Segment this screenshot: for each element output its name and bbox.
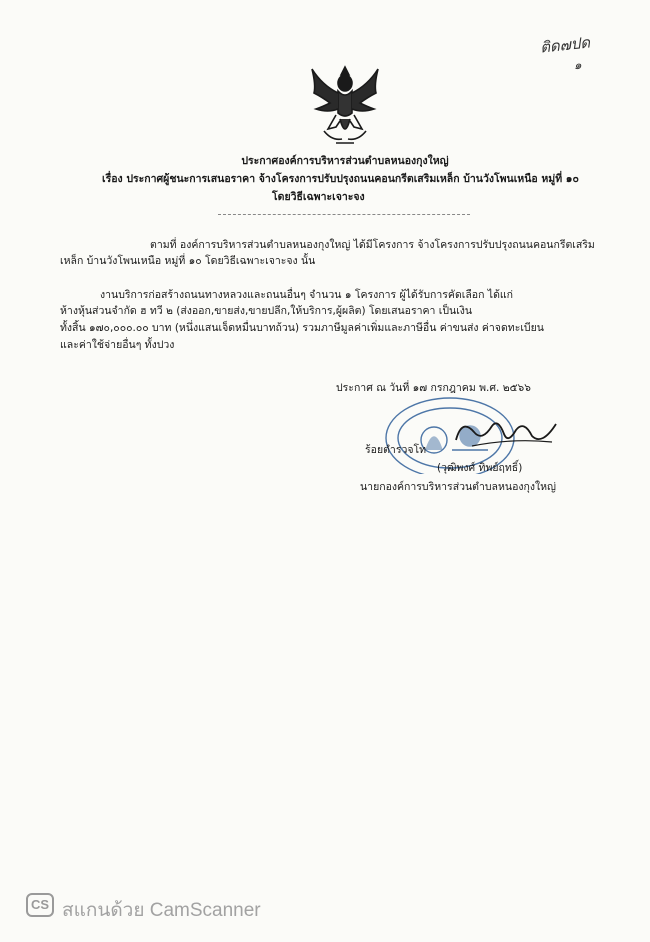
handwritten-note-line1: ติด๗ปด: [539, 33, 591, 57]
camscanner-watermark: สแกนด้วย CamScanner: [62, 900, 261, 921]
paragraph2-line2: ห้างหุ้นส่วนจำกัด ฮ ทวี ๒ (ส่งออก,ขายส่ง,ขายปลีก,ให้บริการ,ผู้ผลิต) โดยเสนอราคา เป็นเงิน: [60, 305, 473, 317]
paragraph1-line1: ตามที่ องค์การบริหารส่วนตำบลหนองกุงใหญ่ ได้มีโครงการ จ้างโครงการปรับปรุงถนนคอนกรีตเสริม: [150, 239, 595, 251]
document-subject-line2: โดยวิธีเฉพาะเจาะจง: [272, 191, 365, 203]
signatory-name: (วุฒิพงศ์ ทิพย์ฤทธิ์): [437, 462, 523, 474]
signatory-position: นายกองค์การบริหารส่วนตำบลหนองกุงใหญ่: [360, 481, 557, 493]
garuda-emblem-icon: [306, 63, 384, 149]
paragraph1-line2: เหล็ก บ้านวังโพนเหนือ หมู่ที่ ๑๐ โดยวิธีเฉพาะเจาะจง นั้น: [60, 255, 316, 267]
announcement-date: ประกาศ ณ วันที่ ๑๗ กรกฎาคม พ.ศ. ๒๕๖๖: [336, 382, 531, 394]
document-subject-line1: เรื่อง ประกาศผู้ชนะการเสนอราคา จ้างโครงการปรับปรุงถนนคอนกรีตเสริมเหล็ก บ้านวังโพนเหนือ หมู่ที่ ๑๐: [102, 173, 579, 185]
paragraph2-line1: งานบริการก่อสร้างถนนทางหลวงและถนนอื่นๆ จำนวน ๑ โครงการ ผู้ได้รับการคัดเลือก ได้แก่: [100, 289, 514, 301]
camscanner-logo-icon: CS: [26, 893, 54, 917]
handwritten-signature: [452, 412, 562, 452]
paragraph2-line4: และค่าใช้จ่ายอื่นๆ ทั้งปวง: [60, 339, 175, 351]
paragraph2-line3: ทั้งสิ้น ๑๗๐,๐๐๐.๐๐ บาท (หนึ่งแสนเจ็ดหมื่นบาทถ้วน) รวมภาษีมูลค่าเพิ่มและภาษีอื่น ค่าขนส่ง ค่าจดทะเบียน: [60, 322, 544, 334]
document-title: ประกาศองค์การบริหารส่วนตำบลหนองกุงใหญ่: [241, 155, 449, 167]
handwritten-note-line2: ๑: [574, 58, 582, 72]
header-divider: [218, 214, 470, 215]
handwritten-note: [540, 32, 610, 75]
signature-prefix: ร้อยตำรวจโท: [365, 444, 427, 456]
